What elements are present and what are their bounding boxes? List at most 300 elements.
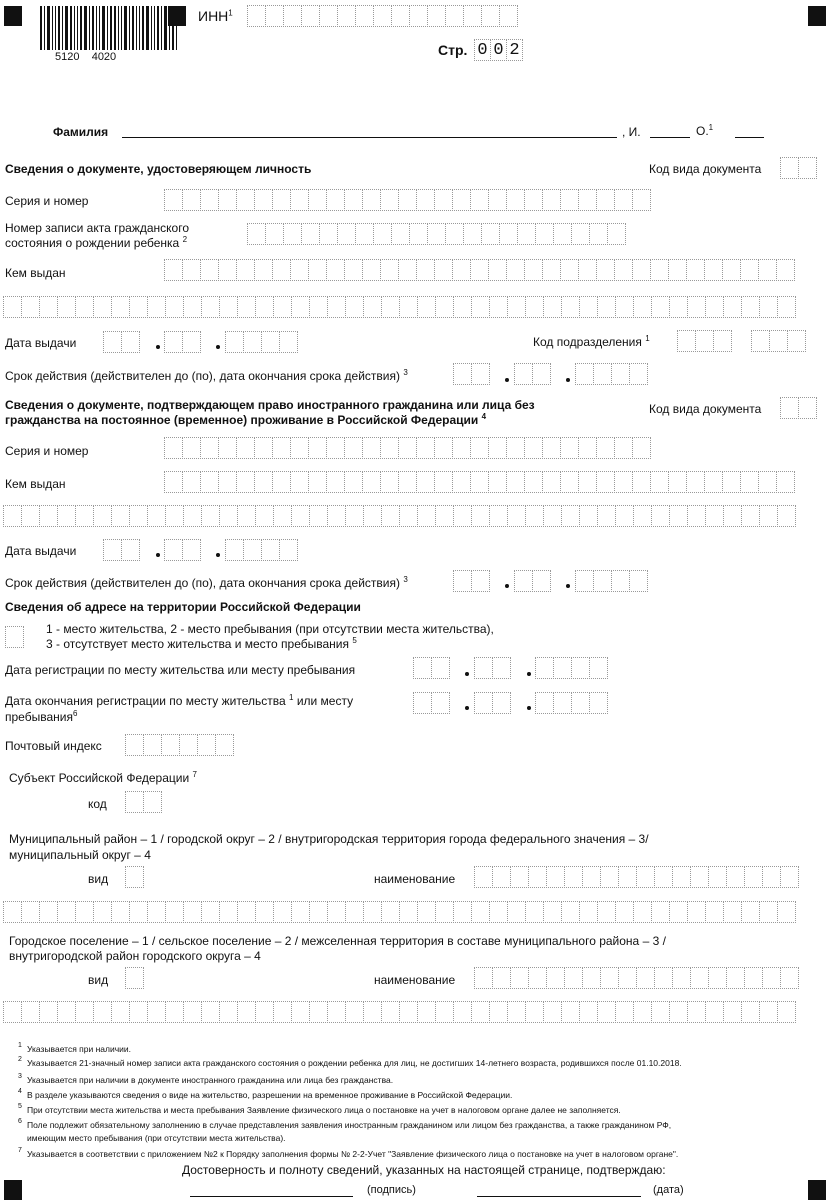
foreign-issued-by-cells-2[interactable] (3, 505, 795, 527)
input-cell[interactable] (654, 967, 673, 989)
input-cell[interactable] (636, 866, 655, 888)
input-cell[interactable] (255, 505, 274, 527)
input-cell[interactable] (726, 967, 745, 989)
input-cell[interactable] (582, 866, 601, 888)
input-cell[interactable] (780, 866, 799, 888)
input-cell[interactable] (279, 331, 298, 353)
subdivision-cells-2[interactable] (751, 330, 805, 352)
input-cell[interactable] (589, 223, 608, 245)
input-cell[interactable] (762, 866, 781, 888)
input-cell[interactable] (654, 866, 673, 888)
input-cell[interactable] (651, 901, 670, 923)
input-cell[interactable] (279, 539, 298, 561)
input-cell[interactable] (413, 657, 432, 679)
input-cell[interactable] (489, 1001, 508, 1023)
input-cell[interactable] (273, 505, 292, 527)
input-cell[interactable] (560, 189, 579, 211)
input-cell[interactable] (759, 1001, 778, 1023)
input-cell[interactable] (129, 1001, 148, 1023)
input-cell[interactable] (75, 1001, 94, 1023)
input-cell[interactable] (777, 901, 796, 923)
input-cell[interactable] (147, 296, 166, 318)
input-cell[interactable] (741, 901, 760, 923)
input-cell[interactable] (254, 259, 273, 281)
input-cell[interactable] (532, 363, 551, 385)
input-cell[interactable] (611, 363, 630, 385)
input-cell[interactable] (762, 967, 781, 989)
input-cell[interactable] (492, 657, 511, 679)
input-cell[interactable] (75, 296, 94, 318)
input-cell[interactable] (489, 296, 508, 318)
input-cell[interactable] (197, 734, 216, 756)
input-cell[interactable] (669, 505, 688, 527)
address-type-cell[interactable] (5, 626, 23, 648)
input-cell[interactable] (758, 471, 777, 493)
input-cell[interactable] (21, 901, 40, 923)
input-cell[interactable] (723, 1001, 742, 1023)
input-cell[interactable] (632, 189, 651, 211)
input-cell[interactable] (201, 901, 220, 923)
input-cell[interactable] (474, 866, 493, 888)
input-cell[interactable] (452, 189, 471, 211)
input-cell[interactable] (427, 223, 446, 245)
input-cell[interactable] (510, 967, 529, 989)
input-cell[interactable] (489, 901, 508, 923)
input-cell[interactable] (708, 967, 727, 989)
input-cell[interactable] (381, 296, 400, 318)
input-cell[interactable] (722, 259, 741, 281)
input-cell[interactable] (632, 259, 651, 281)
input-cell[interactable] (579, 296, 598, 318)
input-cell[interactable] (575, 363, 594, 385)
input-cell[interactable] (741, 1001, 760, 1023)
input-cell[interactable] (416, 259, 435, 281)
input-cell[interactable] (200, 437, 219, 459)
input-cell[interactable] (560, 259, 579, 281)
input-cell[interactable] (103, 539, 122, 561)
input-cell[interactable] (535, 692, 554, 714)
input-cell[interactable] (399, 1001, 418, 1023)
input-cell[interactable] (618, 866, 637, 888)
identity-issue-month-cells[interactable] (164, 331, 200, 353)
input-cell[interactable] (435, 296, 454, 318)
input-cell[interactable] (236, 437, 255, 459)
input-cell[interactable] (776, 259, 795, 281)
input-cell[interactable] (93, 901, 112, 923)
input-cell[interactable] (481, 5, 500, 27)
input-cell[interactable] (255, 296, 274, 318)
input-cell[interactable] (164, 471, 183, 493)
input-cell[interactable] (413, 692, 432, 714)
input-cell[interactable] (237, 296, 256, 318)
input-cell[interactable] (164, 259, 183, 281)
input-cell[interactable] (669, 296, 688, 318)
input-cell[interactable] (435, 1001, 454, 1023)
identity-valid-day-cells[interactable] (453, 363, 489, 385)
input-cell[interactable] (633, 1001, 652, 1023)
input-cell[interactable] (470, 471, 489, 493)
input-cell[interactable] (571, 692, 590, 714)
input-cell[interactable] (453, 1001, 472, 1023)
input-cell[interactable] (362, 437, 381, 459)
input-cell[interactable] (650, 471, 669, 493)
input-cell[interactable] (589, 657, 608, 679)
input-cell[interactable] (690, 866, 709, 888)
input-cell[interactable] (291, 901, 310, 923)
input-cell[interactable] (514, 570, 533, 592)
input-cell[interactable] (290, 437, 309, 459)
input-cell[interactable] (219, 296, 238, 318)
input-cell[interactable] (129, 901, 148, 923)
reg-year-cells[interactable] (535, 657, 607, 679)
input-cell[interactable] (561, 296, 580, 318)
input-cell[interactable] (435, 505, 454, 527)
input-cell[interactable] (596, 437, 615, 459)
input-cell[interactable] (381, 1001, 400, 1023)
input-cell[interactable] (363, 901, 382, 923)
input-cell[interactable] (283, 5, 302, 27)
postal-code-cells[interactable] (125, 734, 233, 756)
input-cell[interactable] (179, 734, 198, 756)
input-cell[interactable] (705, 1001, 724, 1023)
input-cell[interactable] (344, 471, 363, 493)
input-cell[interactable] (492, 866, 511, 888)
input-cell[interactable] (218, 259, 237, 281)
input-cell[interactable] (777, 296, 796, 318)
input-cell[interactable] (147, 505, 166, 527)
input-cell[interactable] (255, 901, 274, 923)
input-cell[interactable] (398, 259, 417, 281)
input-cell[interactable] (471, 363, 490, 385)
input-cell[interactable] (261, 539, 280, 561)
input-cell[interactable] (553, 223, 572, 245)
input-cell[interactable] (236, 189, 255, 211)
input-cell[interactable] (705, 296, 724, 318)
input-cell[interactable] (272, 437, 291, 459)
input-cell[interactable] (553, 692, 572, 714)
surname-field[interactable] (122, 137, 617, 138)
input-cell[interactable] (409, 5, 428, 27)
foreign-valid-month-cells[interactable] (514, 570, 550, 592)
input-cell[interactable] (453, 570, 472, 592)
input-cell[interactable] (355, 5, 374, 27)
input-cell[interactable] (391, 223, 410, 245)
input-cell[interactable] (416, 437, 435, 459)
input-cell[interactable] (506, 259, 525, 281)
input-cell[interactable] (506, 437, 525, 459)
input-cell[interactable] (488, 189, 507, 211)
input-cell[interactable] (182, 331, 201, 353)
input-cell[interactable] (614, 189, 633, 211)
input-cell[interactable] (561, 1001, 580, 1023)
input-cell[interactable] (507, 1001, 526, 1023)
input-cell[interactable] (125, 791, 144, 813)
input-cell[interactable] (327, 505, 346, 527)
input-cell[interactable] (165, 505, 184, 527)
input-cell[interactable] (399, 296, 418, 318)
foreign-valid-year-cells[interactable] (575, 570, 647, 592)
foreign-series-cells[interactable] (164, 437, 650, 459)
input-cell[interactable] (507, 901, 526, 923)
input-cell[interactable] (237, 901, 256, 923)
input-cell[interactable] (507, 505, 526, 527)
input-cell[interactable] (434, 471, 453, 493)
input-cell[interactable] (182, 189, 201, 211)
input-cell[interactable] (111, 1001, 130, 1023)
input-cell[interactable] (578, 471, 597, 493)
input-cell[interactable] (780, 157, 799, 179)
input-cell[interactable] (560, 437, 579, 459)
input-cell[interactable] (463, 5, 482, 27)
input-cell[interactable] (283, 223, 302, 245)
input-cell[interactable] (474, 967, 493, 989)
input-cell[interactable] (514, 363, 533, 385)
input-cell[interactable] (651, 296, 670, 318)
input-cell[interactable] (200, 471, 219, 493)
input-cell[interactable] (593, 570, 612, 592)
input-cell[interactable] (219, 1001, 238, 1023)
input-cell[interactable] (633, 296, 652, 318)
input-cell[interactable] (561, 901, 580, 923)
input-cell[interactable] (434, 437, 453, 459)
input-cell[interactable] (75, 505, 94, 527)
input-cell[interactable] (183, 296, 202, 318)
input-cell[interactable] (125, 967, 144, 989)
input-cell[interactable] (215, 734, 234, 756)
input-cell[interactable] (543, 901, 562, 923)
input-cell[interactable] (600, 866, 619, 888)
input-cell[interactable] (326, 259, 345, 281)
input-cell[interactable] (362, 471, 381, 493)
name-initial-field[interactable] (650, 137, 690, 138)
input-cell[interactable] (391, 5, 410, 27)
input-cell[interactable] (125, 866, 144, 888)
input-cell[interactable] (3, 296, 22, 318)
input-cell[interactable] (525, 901, 544, 923)
input-cell[interactable] (553, 657, 572, 679)
reg-end-month-cells[interactable] (474, 692, 510, 714)
input-cell[interactable] (21, 505, 40, 527)
input-cell[interactable] (571, 223, 590, 245)
input-cell[interactable] (201, 505, 220, 527)
input-cell[interactable] (474, 692, 493, 714)
input-cell[interactable] (200, 189, 219, 211)
input-cell[interactable] (452, 471, 471, 493)
input-cell[interactable] (445, 5, 464, 27)
input-cell[interactable] (751, 330, 770, 352)
input-cell[interactable] (237, 1001, 256, 1023)
input-cell[interactable] (798, 157, 817, 179)
input-cell[interactable] (254, 189, 273, 211)
input-cell[interactable] (687, 296, 706, 318)
input-cell[interactable] (453, 505, 472, 527)
input-cell[interactable] (417, 296, 436, 318)
input-cell[interactable] (380, 471, 399, 493)
input-cell[interactable] (362, 259, 381, 281)
input-cell[interactable] (546, 967, 565, 989)
input-cell[interactable] (525, 1001, 544, 1023)
input-cell[interactable] (273, 296, 292, 318)
input-cell[interactable] (337, 5, 356, 27)
input-cell[interactable] (593, 363, 612, 385)
input-cell[interactable] (677, 330, 696, 352)
input-cell[interactable] (380, 437, 399, 459)
input-cell[interactable] (614, 259, 633, 281)
input-cell[interactable] (695, 330, 714, 352)
input-cell[interactable] (344, 259, 363, 281)
input-cell[interactable] (758, 259, 777, 281)
input-cell[interactable] (182, 259, 201, 281)
input-cell[interactable] (579, 901, 598, 923)
input-cell[interactable] (542, 471, 561, 493)
input-cell[interactable] (452, 259, 471, 281)
input-cell[interactable] (524, 437, 543, 459)
input-cell[interactable] (579, 505, 598, 527)
input-cell[interactable] (291, 1001, 310, 1023)
input-cell[interactable] (636, 967, 655, 989)
input-cell[interactable] (777, 505, 796, 527)
input-cell[interactable] (470, 189, 489, 211)
input-cell[interactable] (470, 437, 489, 459)
input-cell[interactable] (291, 296, 310, 318)
input-cell[interactable] (265, 223, 284, 245)
input-cell[interactable] (528, 967, 547, 989)
input-cell[interactable] (499, 223, 518, 245)
input-cell[interactable] (182, 539, 201, 561)
input-cell[interactable] (453, 296, 472, 318)
reg-end-day-cells[interactable] (413, 692, 449, 714)
identity-issue-year-cells[interactable] (225, 331, 297, 353)
input-cell[interactable] (399, 505, 418, 527)
input-cell[interactable] (525, 505, 544, 527)
input-cell[interactable] (236, 259, 255, 281)
input-cell[interactable] (164, 189, 183, 211)
foreign-issue-month-cells[interactable] (164, 539, 200, 561)
input-cell[interactable] (381, 901, 400, 923)
input-cell[interactable] (453, 363, 472, 385)
input-cell[interactable] (93, 505, 112, 527)
input-cell[interactable] (121, 539, 140, 561)
input-cell[interactable] (75, 901, 94, 923)
input-cell[interactable] (499, 5, 518, 27)
input-cell[interactable] (741, 505, 760, 527)
input-cell[interactable] (445, 223, 464, 245)
identity-doc-code-cells[interactable] (780, 157, 816, 179)
input-cell[interactable] (247, 223, 266, 245)
input-cell[interactable] (672, 967, 691, 989)
input-cell[interactable] (744, 866, 763, 888)
input-cell[interactable] (143, 734, 162, 756)
input-cell[interactable] (143, 791, 162, 813)
input-cell[interactable] (326, 189, 345, 211)
foreign-issue-day-cells[interactable] (103, 539, 139, 561)
input-cell[interactable] (596, 471, 615, 493)
input-cell[interactable] (164, 331, 183, 353)
input-cell[interactable] (704, 259, 723, 281)
input-cell[interactable] (337, 223, 356, 245)
input-cell[interactable] (355, 223, 374, 245)
input-cell[interactable] (254, 471, 273, 493)
input-cell[interactable] (290, 259, 309, 281)
identity-valid-month-cells[interactable] (514, 363, 550, 385)
input-cell[interactable] (668, 259, 687, 281)
input-cell[interactable] (798, 397, 817, 419)
inn-cells[interactable] (247, 5, 517, 27)
input-cell[interactable] (596, 259, 615, 281)
input-cell[interactable] (705, 901, 724, 923)
input-cell[interactable] (471, 1001, 490, 1023)
foreign-issue-year-cells[interactable] (225, 539, 297, 561)
input-cell[interactable] (417, 505, 436, 527)
input-cell[interactable] (787, 330, 806, 352)
input-cell[interactable] (161, 734, 180, 756)
input-cell[interactable] (535, 657, 554, 679)
input-cell[interactable] (528, 866, 547, 888)
input-cell[interactable] (614, 471, 633, 493)
input-cell[interactable] (615, 901, 634, 923)
input-cell[interactable] (243, 331, 262, 353)
input-cell[interactable] (488, 437, 507, 459)
input-cell[interactable] (776, 471, 795, 493)
identity-issue-day-cells[interactable] (103, 331, 139, 353)
input-cell[interactable] (308, 259, 327, 281)
input-cell[interactable] (488, 259, 507, 281)
input-cell[interactable] (471, 901, 490, 923)
input-cell[interactable] (780, 397, 799, 419)
input-cell[interactable] (596, 189, 615, 211)
input-cell[interactable] (614, 437, 633, 459)
input-cell[interactable] (381, 505, 400, 527)
settlement-name-cells-1[interactable] (474, 967, 798, 989)
input-cell[interactable] (225, 331, 244, 353)
input-cell[interactable] (669, 901, 688, 923)
input-cell[interactable] (769, 330, 788, 352)
input-cell[interactable] (589, 692, 608, 714)
input-cell[interactable] (363, 1001, 382, 1023)
input-cell[interactable] (201, 1001, 220, 1023)
input-cell[interactable] (265, 5, 284, 27)
input-cell[interactable] (578, 189, 597, 211)
input-cell[interactable] (308, 437, 327, 459)
input-cell[interactable] (632, 471, 651, 493)
input-cell[interactable] (417, 1001, 436, 1023)
input-cell[interactable] (129, 505, 148, 527)
input-cell[interactable] (453, 901, 472, 923)
input-cell[interactable] (21, 1001, 40, 1023)
input-cell[interactable] (561, 505, 580, 527)
input-cell[interactable] (704, 471, 723, 493)
input-cell[interactable] (398, 189, 417, 211)
input-cell[interactable] (690, 967, 709, 989)
input-cell[interactable] (308, 189, 327, 211)
input-cell[interactable] (399, 901, 418, 923)
input-cell[interactable] (57, 505, 76, 527)
input-cell[interactable] (236, 471, 255, 493)
input-cell[interactable] (744, 967, 763, 989)
signature-line[interactable] (190, 1196, 353, 1197)
municipal-name-cells-2[interactable] (3, 901, 795, 923)
input-cell[interactable] (57, 1001, 76, 1023)
input-cell[interactable] (39, 505, 58, 527)
input-cell[interactable] (327, 1001, 346, 1023)
input-cell[interactable] (571, 657, 590, 679)
input-cell[interactable] (687, 505, 706, 527)
input-cell[interactable] (615, 505, 634, 527)
input-cell[interactable] (309, 296, 328, 318)
input-cell[interactable] (219, 505, 238, 527)
input-cell[interactable] (488, 471, 507, 493)
input-cell[interactable] (111, 505, 130, 527)
